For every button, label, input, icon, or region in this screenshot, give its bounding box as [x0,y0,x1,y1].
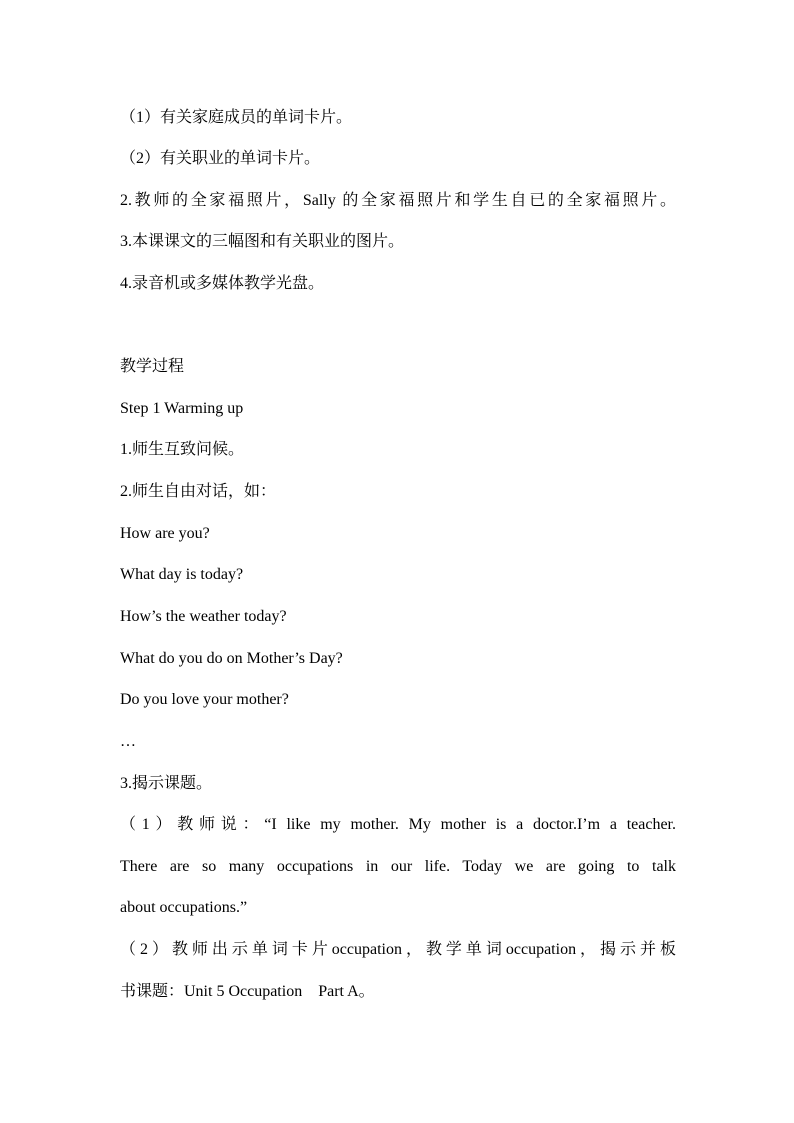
paragraph-line: 书课题：Unit 5 Occupation Part A。 [120,983,375,1000]
step-item-reveal-topic: 3.揭示课题。 [120,775,213,792]
material-item-pictures: 3.本课课文的三幅图和有关职业的图片。 [120,233,405,250]
step-item-greetings: 1.师生互致问候。 [120,441,245,458]
material-item-occupation-cards: （2）有关职业的单词卡片。 [120,150,321,167]
material-item-family-cards: （1）有关家庭成员的单词卡片。 [120,109,353,126]
step-item-free-talk: 2.师生自由对话，如： [120,483,277,500]
paragraph-line: （1）教师说：“I like my mother. My mother is a doctor.I’m a teacher. [120,816,676,833]
material-item-recorder: 4.录音机或多媒体教学光盘。 [120,275,325,292]
dialogue-line: How are you? [120,525,210,542]
section-heading-teaching-process: 教学过程 [120,358,185,375]
dialogue-line: How’s the weather today? [120,608,287,625]
paragraph-line: about occupations.” [120,899,248,916]
ellipsis: … [120,733,136,750]
dialogue-line: What do you do on Mother’s Day? [120,650,343,667]
dialogue-line: What day is today? [120,566,244,583]
paragraph-line: （2）教师出示单词卡片occupation，教学单词occupation，揭示并板 [120,941,676,958]
material-item-family-photos: 2.教师的全家福照片，Sally 的全家福照片和学生自已的全家福照片。 [120,192,676,209]
paragraph-line: There are so many occupations in our life. Today we are going to talk [120,858,676,875]
dialogue-line: Do you love your mother? [120,691,289,708]
step-heading-warming-up: Step 1 Warming up [120,400,244,417]
